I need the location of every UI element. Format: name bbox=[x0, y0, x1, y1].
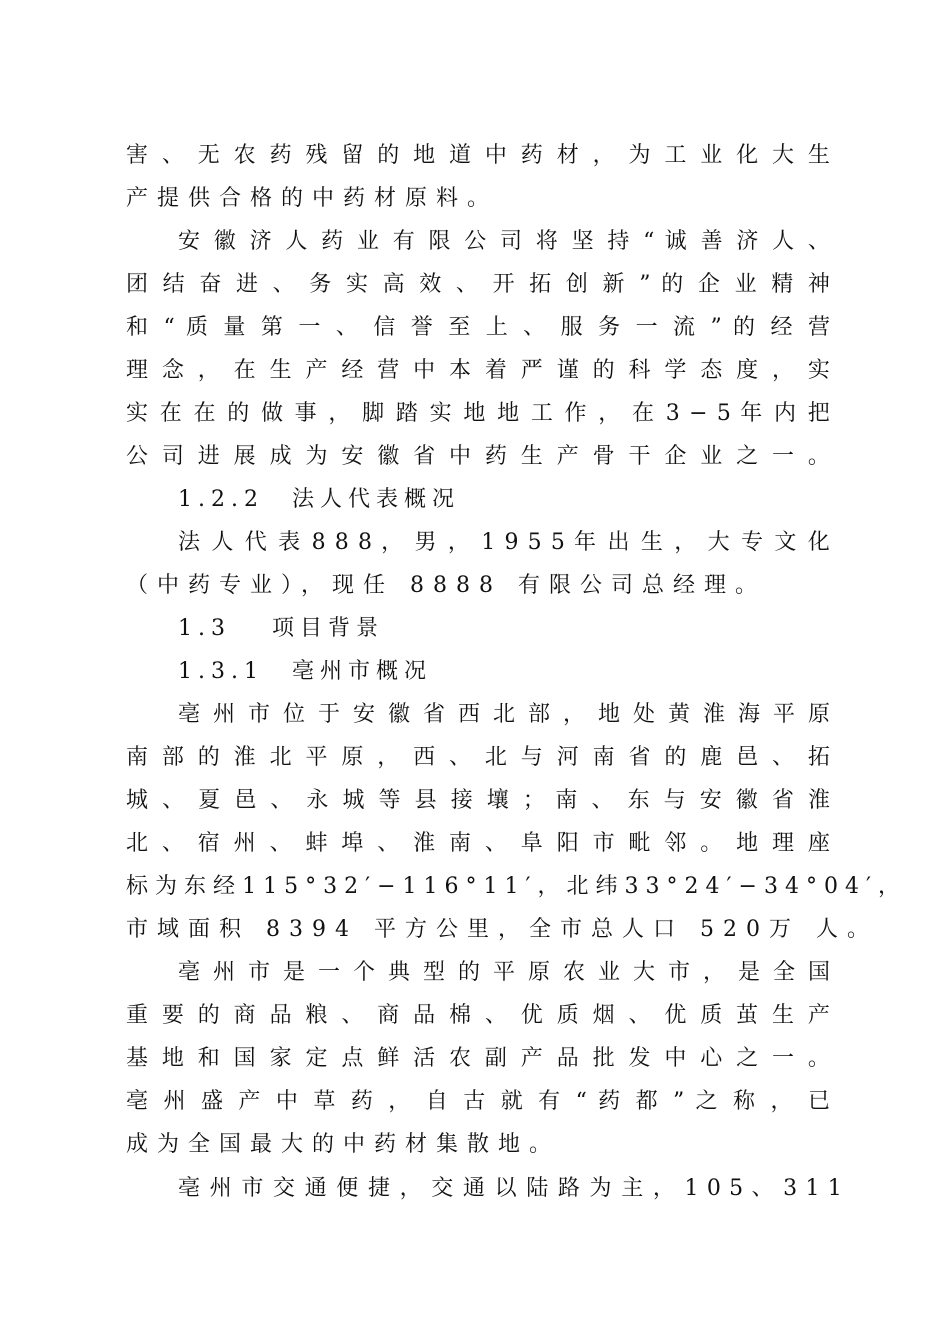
paragraph-first-line: 亳 州 市 交 通 便 捷 ， 交 通 以 陆 路 为 主 ， 1 0 5 、 3 1 1 bbox=[178, 1176, 842, 1201]
text-line: 北 、 宿 州 、 蚌 埠 、 淮 南 、 阜 阳 市 毗 邻 。 地 理 座 bbox=[126, 831, 830, 856]
text-line: 市域面积 8394 平方公里，全市总人口 520万 人。 bbox=[126, 917, 878, 942]
text-line: 公 司 进 展 成 为 安 徽 省 中 药 生 产 骨 干 企 业 之 一 。 bbox=[126, 444, 830, 469]
text-line: 基 地 和 国 家 定 点 鲜 活 农 副 产 品 批 发 中 心 之 一 。 bbox=[126, 1046, 830, 1071]
text-line: 团 结 奋 进 、 务 实 高 效 、 开 拓 创 新 ” 的 企 业 精 神 bbox=[126, 272, 830, 297]
text-line: 和 “ 质 量 第 一 、 信 誉 至 上 、 服 务 一 流 ” 的 经 营 bbox=[126, 315, 830, 340]
paragraph-first-line: 法 人 代 表 8 8 8 ， 男 ， 1 9 5 5 年 出 生 ， 大 专 文 化 bbox=[178, 530, 830, 555]
text-line: 亳 州 盛 产 中 草 药 ， 自 古 就 有 “ 药 都 ” 之 称 ， 已 bbox=[126, 1089, 830, 1114]
text-line: 产提供合格的中药材原料。 bbox=[126, 186, 499, 211]
text-line: 实 在 在 的 做 事 ， 脚 踏 实 地 地 工 作 ， 在 3 − 5 年 内 把 bbox=[126, 401, 830, 426]
section-heading: 1.2.2 法人代表概况 bbox=[178, 487, 460, 512]
text-line: 城 、 夏 邑 、 永 城 等 县 接 壤 ； 南 、 东 与 安 徽 省 淮 bbox=[126, 788, 830, 813]
text-line: 南 部 的 淮 北 平 原 ， 西 、 北 与 河 南 省 的 鹿 邑 、 拓 bbox=[126, 745, 830, 770]
text-line: 标 为 东 经 1 1 5 ° 3 2 ′ − 1 1 6 ° 1 1 ′ ， 北 纬 3 3 ° 2 4 ′ − 3 4 ° 0 4 ′ ， bbox=[126, 874, 900, 899]
paragraph-first-line: 安 徽 济 人 药 业 有 限 公 司 将 坚 持 “ 诚 善 济 人 、 bbox=[178, 229, 830, 254]
text-line: 成为全国最大的中药材集散地。 bbox=[126, 1132, 561, 1157]
text-line: 理 念 ， 在 生 产 经 营 中 本 着 严 谨 的 科 学 态 度 ， 实 bbox=[126, 358, 830, 383]
section-heading: 1.3 项目背景 bbox=[178, 616, 384, 641]
paragraph-first-line: 亳 州 市 是 一 个 典 型 的 平 原 农 业 大 市 ， 是 全 国 bbox=[178, 960, 831, 985]
paragraph-first-line: 亳 州 市 位 于 安 徽 省 西 北 部 ， 地 处 黄 淮 海 平 原 bbox=[178, 702, 831, 727]
text-line: 重 要 的 商 品 粮 、 商 品 棉 、 优 质 烟 、 优 质 茧 生 产 bbox=[126, 1003, 830, 1028]
section-heading: 1.3.1 亳州市概况 bbox=[178, 659, 432, 684]
text-line: （中药专业），现任 8888 有限公司总经理。 bbox=[126, 573, 766, 598]
text-line: 害 、 无 农 药 残 留 的 地 道 中 药 材 ， 为 工 业 化 大 生 bbox=[126, 143, 830, 168]
